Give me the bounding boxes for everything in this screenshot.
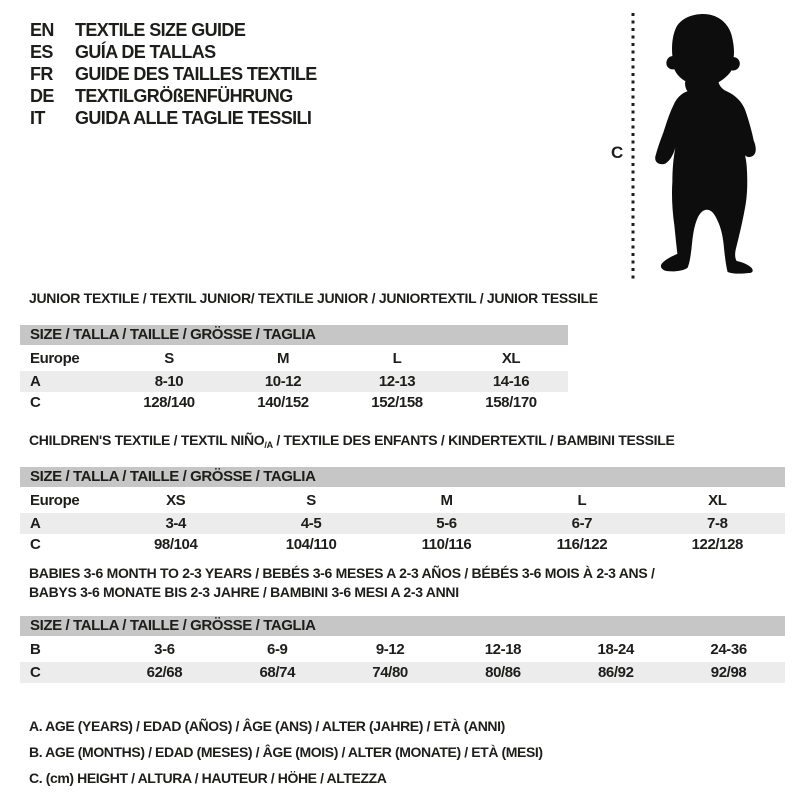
lang-title: TEXTILE SIZE GUIDE: [75, 20, 246, 40]
value-cell: 92/98: [710, 664, 747, 681]
lang-title: TEXTILGRÖßENFÜHRUNG: [75, 86, 293, 106]
value-cell: 18-24: [597, 641, 634, 658]
lang-code: FR: [30, 64, 53, 84]
babies-heading-line1: BABIES 3-6 MONTH TO 2-3 YEARS / BEBÉS 3-6 MESES A 2-3 AÑOS / BÉBÉS 3-6 MOIS À 2-3 ANS /: [29, 565, 655, 581]
value-cell: 158/170: [485, 394, 537, 411]
language-title-block: [30, 19, 317, 129]
babies-heading-line2: BABYS 3-6 MONATE BIS 2-3 JAHRE / BAMBINI 3-6 MESI A 2-3 ANNI: [29, 584, 459, 600]
row-label: A: [30, 515, 41, 532]
table-row-c: [20, 392, 568, 413]
table-row-europe: [20, 489, 785, 513]
value-cell: 110/116: [421, 536, 472, 553]
table-row-europe: [20, 347, 568, 371]
size-table-header: SIZE / TALLA / TAILLE / GRÖSSE / TAGLIA: [20, 467, 785, 487]
toddler-silhouette-icon: [645, 13, 761, 276]
size-table-header: SIZE / TALLA / TAILLE / GRÖSSE / TAGLIA: [20, 325, 568, 345]
value-cell: 98/104: [153, 536, 198, 553]
size-cell: S: [164, 350, 174, 367]
value-cell: 128/140: [143, 394, 195, 411]
value-cell: 68/74: [259, 664, 296, 681]
value-cell: 24-36: [710, 641, 747, 658]
row-label: Europe: [30, 350, 80, 367]
table-row-b: [20, 638, 785, 662]
footnotes: [29, 713, 543, 791]
size-cell: XL: [708, 492, 727, 509]
table-row-c: [20, 662, 785, 683]
value-cell: 3-4: [165, 515, 186, 532]
row-label: C: [30, 664, 41, 681]
lang-title: GUÍA DE TALLAS: [75, 42, 216, 62]
value-cell: 5-6: [436, 515, 457, 532]
value-cell: 86/92: [597, 664, 634, 681]
value-cell: 74/80: [372, 664, 408, 681]
value-cell: 140/152: [257, 394, 309, 411]
table-row-c: [20, 534, 785, 555]
value-cell: 122/128: [691, 536, 743, 553]
size-cell: L: [392, 350, 402, 367]
row-label: B: [30, 641, 41, 658]
childrens-section-heading: [29, 431, 785, 455]
size-cell: XS: [166, 492, 186, 509]
value-cell: 6-9: [267, 641, 288, 658]
size-cell: XL: [501, 350, 521, 367]
value-cell: 12-18: [484, 641, 522, 658]
junior-section-heading: JUNIOR TEXTILE / TEXTIL JUNIOR/ TEXTILE JUNIOR / JUNIORTEXTIL / JUNIOR TESSILE: [29, 290, 598, 306]
lang-title: GUIDE DES TAILLES TEXTILE: [75, 64, 317, 84]
footnote-b: B. AGE (MONTHS) / EDAD (MESES) / ÂGE (MOIS) / ALTER (MONATE) / ETÀ (MESI): [29, 744, 543, 760]
lang-row-it: [30, 107, 317, 129]
table-row-a: [20, 513, 785, 534]
value-cell: 80/86: [485, 664, 521, 681]
size-cell: M: [440, 492, 453, 509]
value-cell: 10-12: [264, 373, 302, 390]
heading-text: / TEXTILE DES ENFANTS / KINDERTEXTIL / BAMBINI TESSILE: [272, 432, 675, 448]
table-row-a: [20, 371, 568, 392]
size-cell: S: [306, 492, 316, 509]
value-cell: 12-13: [378, 373, 416, 390]
size-cell: M: [276, 350, 290, 367]
babies-textile-section: [20, 564, 785, 683]
babies-size-table: [20, 616, 785, 683]
lang-row-fr: [30, 63, 317, 85]
value-cell: 104/110: [285, 536, 337, 553]
footnote-a: A. AGE (YEARS) / EDAD (AÑOS) / ÂGE (ANS) / ALTER (JAHRE) / ETÀ (ANNI): [29, 718, 505, 734]
lang-code: ES: [30, 42, 53, 62]
childrens-size-table: [20, 467, 785, 555]
value-cell: 7-8: [707, 515, 728, 532]
heading-text: CHILDREN'S TEXTILE / TEXTIL NIÑO: [29, 432, 265, 448]
lang-row-es: [30, 41, 317, 63]
footnote-c: C. (cm) HEIGHT / ALTURA / HAUTEUR / HÖHE / ALTEZZA: [29, 770, 387, 786]
junior-textile-section: [20, 289, 598, 413]
lang-code: EN: [30, 20, 54, 40]
value-cell: 4-5: [300, 515, 322, 532]
babies-section-heading: [20, 564, 785, 602]
value-cell: 3-6: [154, 641, 175, 658]
row-label: Europe: [30, 492, 80, 509]
junior-size-table: [20, 325, 568, 413]
value-cell: 6-7: [571, 515, 593, 532]
size-cell: L: [577, 492, 587, 509]
size-table-header: SIZE / TALLA / TAILLE / GRÖSSE / TAGLIA: [20, 616, 785, 636]
lang-row-de: [30, 85, 317, 107]
lang-code: IT: [30, 108, 45, 128]
row-label: C: [30, 536, 41, 553]
height-dashed-line-icon: [631, 13, 635, 279]
lang-code: DE: [30, 86, 54, 106]
row-label: C: [30, 394, 41, 411]
value-cell: 62/68: [146, 664, 183, 681]
value-cell: 14-16: [492, 373, 530, 390]
lang-row-en: [30, 19, 317, 41]
row-label: A: [30, 373, 41, 390]
height-measure-label: C: [611, 143, 623, 162]
heading-subscript: /A: [264, 440, 273, 450]
value-cell: 152/158: [371, 394, 423, 411]
child-silhouette-figure: [605, 10, 775, 288]
value-cell: 8-10: [154, 373, 184, 390]
childrens-textile-section: [20, 431, 785, 555]
value-cell: 116/122: [556, 536, 608, 553]
lang-title: GUIDA ALLE TAGLIE TESSILI: [75, 108, 312, 128]
value-cell: 9-12: [375, 641, 405, 658]
